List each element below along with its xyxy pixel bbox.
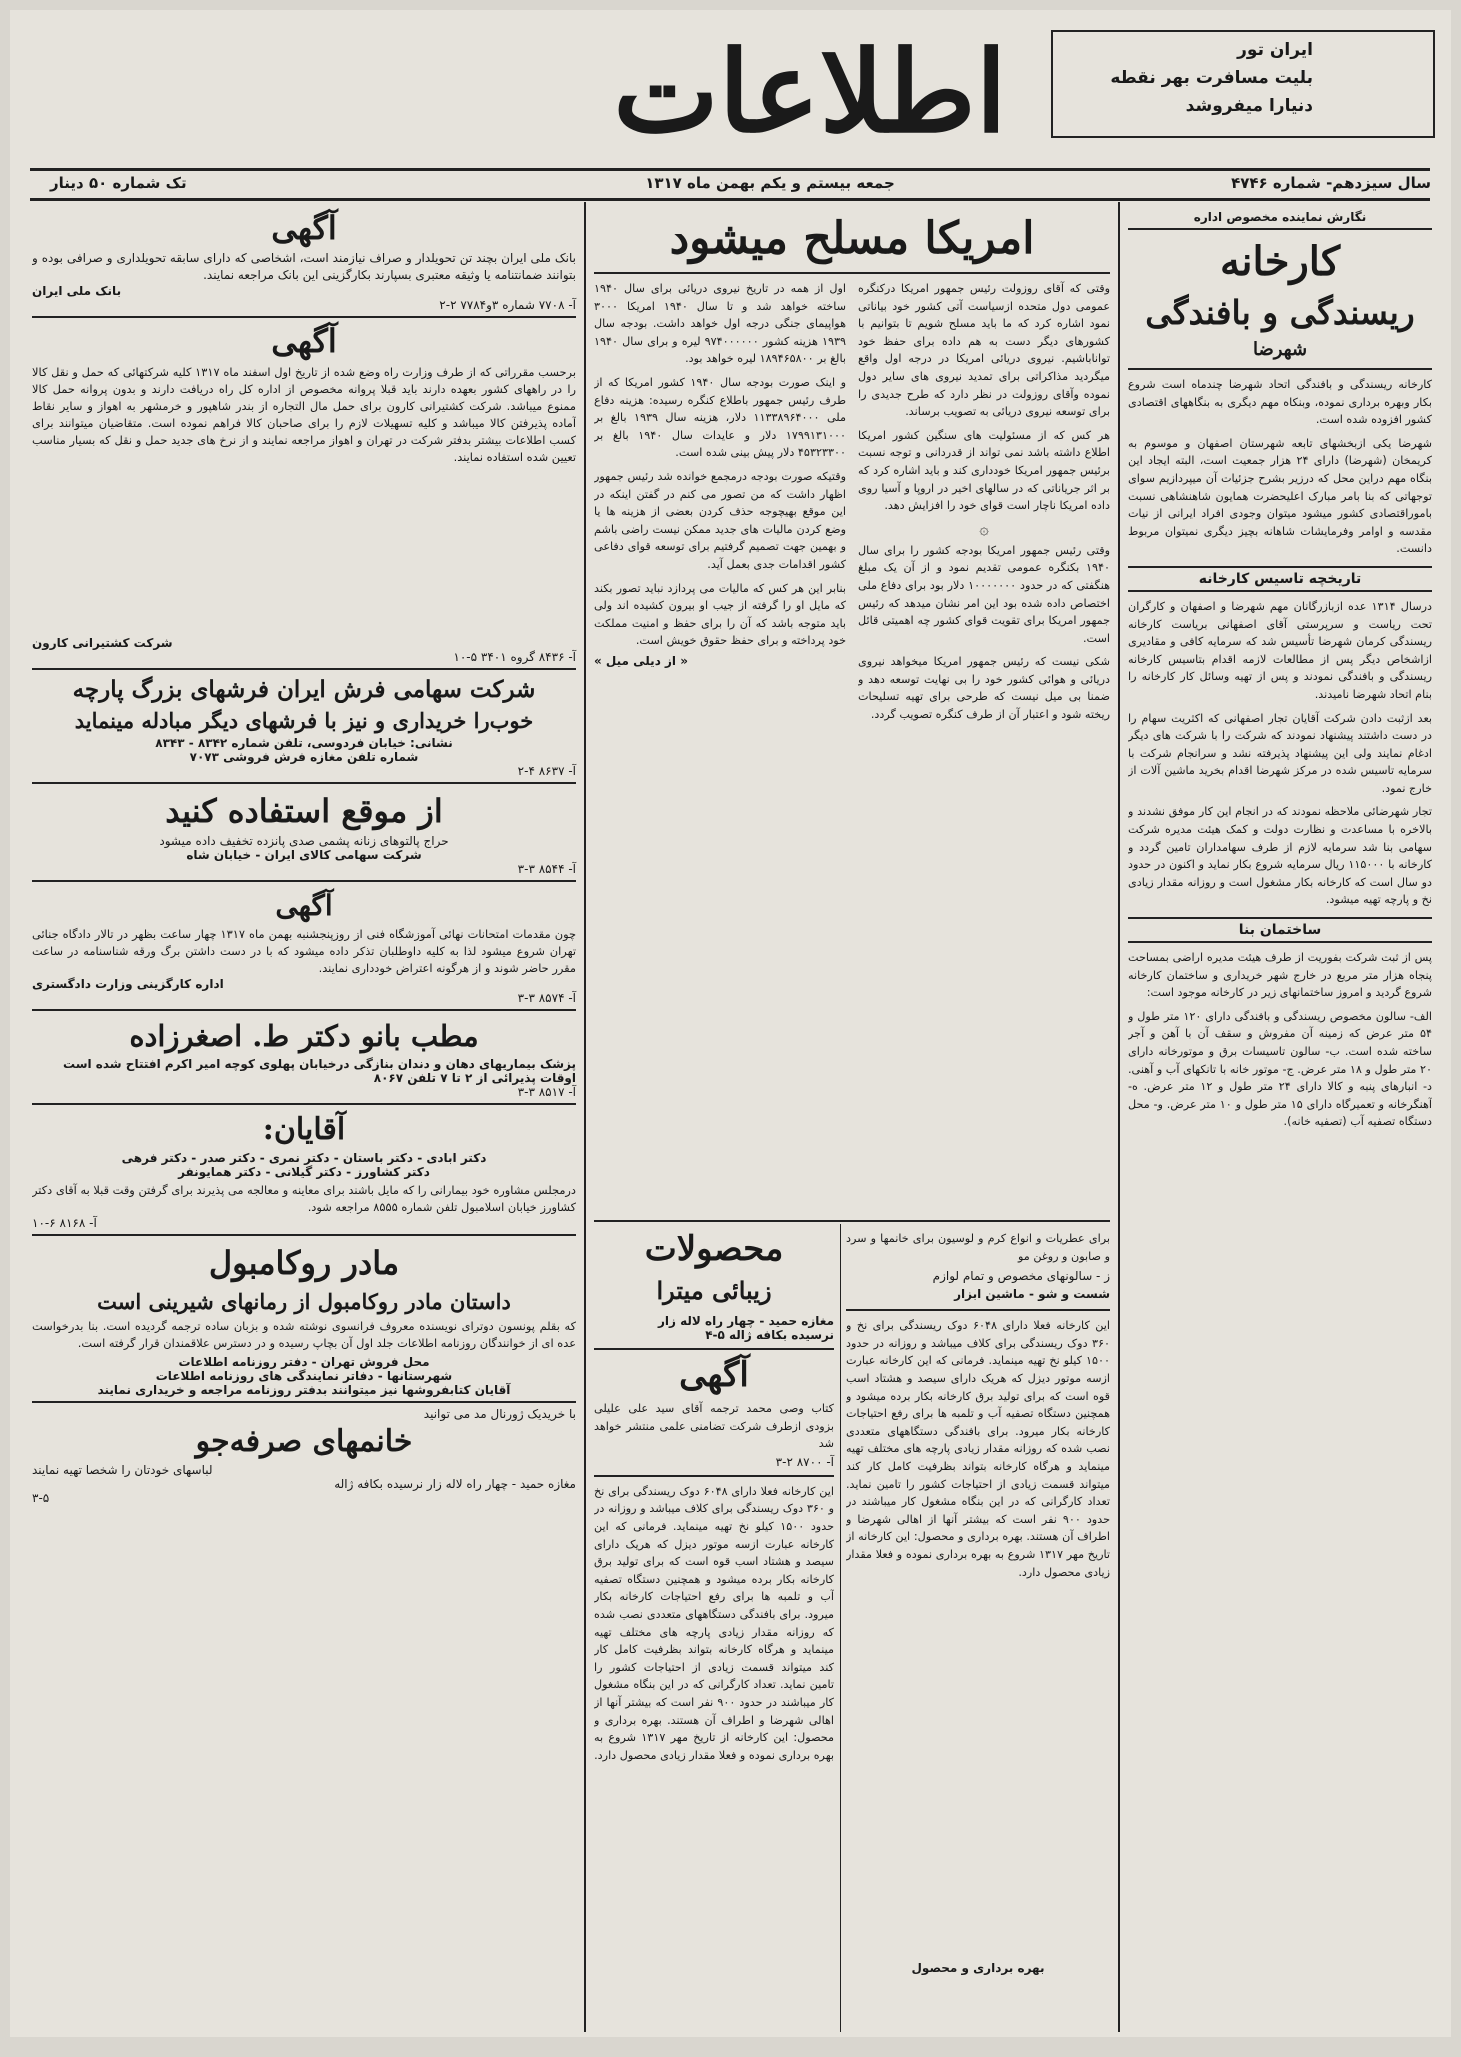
ad-thrifty-women <box>32 1403 576 1509</box>
center-paragraph-1: وقتی که آقای روزولت رئیس جمهور امریکا درکنگره عمومی دول متحده ازسیاست آتی کشور خود بیاناتی نمود اشاره کرد که ما باید مسلح شویم تا بتوانیم با کشورهای دیگر دست به هم داده برای حفظ خود تواناباشیم. نیروی دریائی امریکا در درجه اول واقع میگردید مذاکراتی برای تمدید نیروی های سایر دول نموده وآقای روزولت در نظر دارد که طرح جدیدی را برای توسعه نیروی دریائی به تصویب برساند. <box>858 282 1110 419</box>
ad-doctors <box>32 1105 576 1236</box>
ad-karun <box>32 318 576 670</box>
ad-exam <box>32 882 576 1011</box>
center-paragraph-7: شکی نیست که رئیس جمهور امریکا میخواهد نیروی دریائی و هوائی کشور خود را بی نهایت توسعه دهد و ضمنا بی میل نیست که طرحی برای تهیه تسلیحات ریخته شود و اعتبار آن از طرف کنگره تصویب گردد. <box>858 655 1110 722</box>
agahi-rule <box>594 1348 834 1350</box>
issue-number: سال سیزدهم- شماره ۴۷۴۶ <box>1231 174 1431 192</box>
center-paragraph-2: هر کس که از مسئولیت های سنگین کشور امریکا اطلاع داشته باشد نمی تواند از قدردانی و توجه نسبت برئیس جمهور امریکا خودداری کند و باید اشاره کرد که بر اثر جریاناتی که در سالهای اخیر در اروپا و آسیا روی داده امریکا ناچار است قوای خود را افزایش دهد. <box>858 428 1110 513</box>
ad-carpet-phone: شماره تلفن مغازه فرش فروشی ۷۰۷۳ <box>189 750 419 764</box>
article-paragraph-2: شهرضا یکی ازبخشهای تابعه شهرستان اصفهان و موسوم به کریمخان (شهرضا) دارای ۲۴ هزار جمعیت است، البته ایجاد این بنگاه مهم دراین محل که درزیر بشرح جزئیات آن میپردازیم سوای توجهاتی که بنا بامر مبارک اعلیحضرت همایون شاهنشاهی نسبت باموراقتصادی کشور میشود میتوان وجودی افراد ایرانی از نیات مقدسه و اوامر وفرمایشات شاهانه بچیز دیگری نمیتوان مربوط دانست. <box>1128 436 1432 556</box>
ad-doctors-text: درمجلس مشاوره خود بیمارانی را که مایل باشند برای معاینه و معالجه می پذیرند برای گرفتن وقت قبلا به آقای دکتر کشاورز خیابان اسلامبول تلفن شماره ۸۵۵۵ مراجعه شود. <box>32 1183 576 1214</box>
ad-karun-signature: شرکت کشتیرانی کارون <box>32 636 173 650</box>
center-ads-block <box>594 1224 834 2032</box>
article-headline-2: ریسندگی و بافندگی <box>1145 293 1415 332</box>
ad-karun-text: برحسب مقرراتی که از طرف وزارت راه وضع شده از تاریخ اول اسفند ماه ۱۳۱۷ کلیه شرکتهائی که حمل و نقل کالا را در راههای کشور بعهده دارند باید قبلا پروانه مخصوص از اداره کل راه دریافت دارند و بدون پروانه حمل کالا ممنوع میباشد. شرکت کشتیرانی کارون برای حمل مال التجاره از بندر شاهپور و خرمشهر به اهواز و سایر نقاط آماده پذیرفتن کالا میباشد و کلیه تسهیلات لازم را برای صاحبان کالا فراهم نموده است. متقاضیان میتوانند برای کسب اطلاعات بیشتر بدفتر شرکت در تهران و اهواز مراجعه نمایند و از نرخ های جدید حمل و نقل که بسیار مناسب تعیین شده استفاده نمایند. <box>32 365 576 464</box>
ad-rocambole-text: که بقلم پونسون دوترای نویسنده معروف فرانسوی نوشته شده و بزبان ساده ترجمه گردیده است. بنا بدرخواست عده ای از خوانندگان روزنامه اطلاعات جلد اول آن بچاپ رسیده و در دسترس علاقمندان قرار گرفته است. <box>32 1319 576 1350</box>
ad-karun-code: آ- ۸۴۳۶ گروه ۳۴۰۱ ۵-۱۰ <box>453 650 576 664</box>
ad-carpet-title: شرکت سهامی فرش ایران فرشهای بزرگ پارچه <box>72 676 536 703</box>
ad-doctors-code: آ- ۸۱۶۸ ۶-۱۰ <box>32 1216 97 1230</box>
ad-dentist-hours: اوقات پذیرائی از ۲ تا ۷ تلفن ۸۰۶۷ <box>373 1071 576 1085</box>
production-subheading: بهره برداری و محصول <box>911 1961 1045 1976</box>
products-line-2: ز - سالونهای مخصوص و تمام لوازم <box>932 1269 1110 1284</box>
ad-bank-title: آگهی <box>271 209 337 247</box>
subheading-history: تاریخچه تاسیس کارخانه <box>1128 566 1432 592</box>
center-paragraph-4: و اینک صورت بودجه سال ۱۹۴۰ کشور امریکا که از طرف رئیس جمهور باطلاع کنگره رسیده: هزینه دفاع ملی ۱۱۳۳۸۹۶۴۰۰۰ دلار، هزینه سال ۱۹۳۹ بالغ بر ۱۷۹۹۱۳۱۰۰۰ دلار و عایدات سال ۱۹۴۰ بالغ بر ۴۵۳۲۳۳۰۰ دلار پیش بینی شده است. <box>594 375 846 460</box>
center-paragraph-6: وقتی رئیس جمهور امریکا بودجه کشور را برای سال ۱۹۴۰ بکنگره عمومی تقدیم نمود و از آن یک مبلغ هنگفتی که در حدود ۱۰۰۰۰۰۰۰ دلار بود برای دفاع ملی اختصاص داده شده بود این امر نشان میدهد که رئیس جمهور امریکا برای تقویت قوای کشور چه اهمیتی قائل است. <box>858 543 1110 645</box>
article-paragraph-4: بعد ازثبت دادن شرکت آقایان تجار اصفهانی که اکثریت سهام را در دست داشتند پیشنهاد نمودند که شرکت را با شرکت های دیگر ادغام نمایند ولی این پیشنهاد پذیرفته نشد و سرانجام شرکت با سرمایه تاسیس شده در مرکز شهرضا اقدام بخرید ماشین آلات از خارج نمود. <box>1128 711 1432 795</box>
ad-bank-signature: بانک ملی ایران <box>32 284 122 298</box>
divider-right <box>1118 202 1120 2032</box>
right-column <box>1128 206 1432 2032</box>
newspaper-page <box>10 10 1451 2037</box>
ad-dentist-code: آ- ۸۵۱۷ ۳-۳ <box>517 1085 576 1099</box>
ad-rocambole <box>32 1236 576 1403</box>
center-ads-rule <box>594 1220 1110 1222</box>
masthead-title: اطلاعات <box>613 27 1007 158</box>
top-ad-line-1: ایران تور <box>1237 40 1313 60</box>
ad-thrifty-address: مغازه حمید - چهار راه لاله زار نرسیده بکافه ژاله <box>334 1477 576 1491</box>
center-ads-right <box>846 1224 1110 2032</box>
ad-bank-code: آ- ۷۷۰۸ شماره ۳و۷۷۸۴ ۲-۲ <box>439 298 576 312</box>
products-address: مغازه حمید - چهار راه لاله زار <box>657 1314 834 1328</box>
ad-doctors-names-1: دکتر ابادی - دکتر باستان - دکتر نمری - دکتر صدر - دکتر فرهی <box>121 1151 487 1165</box>
agahi-text: کتاب وصی محمد ترجمه آقای سید علی علیلی بزودی ازطرف شرکت تضامنی علمی منتشر خواهد شد <box>594 1402 834 1451</box>
top-ad-box <box>1051 30 1435 138</box>
ad-exam-code: آ- ۸۵۷۴ ۳-۳ <box>517 991 576 1005</box>
center-paragraph-5: وقتیکه صورت بودجه درمجمع خوانده شد رئیس جمهور اظهار داشت که من تصور می کنم در گفتن اینکه در این موقع بهیچوجه حذف کردن بعضی از هزینه ها یا وضع کردن مالیات های جدید ممکن نیست راضی باشم و بهمین جهت تصمیم گرفتیم برای توسعه قوای دفاعی کشور اقدامات جدی بعمل آید. <box>594 469 846 571</box>
article-headline-3: شهرضا <box>1128 336 1432 370</box>
top-ad-line-3: دنیارا میفروشد <box>1185 96 1313 116</box>
ad-exam-signature: اداره کارگزینی وزارت دادگستری <box>32 977 224 991</box>
article-headline-1: کارخانه <box>1219 238 1341 285</box>
subheading-building: ساختمان بنا <box>1128 917 1432 943</box>
ad-thrifty-code: ۳-۵ <box>32 1491 50 1505</box>
masthead-rule-bottom <box>30 198 1430 201</box>
agahi-code: آ- ۸۷۰۰ ۲-۳ <box>775 1454 834 1469</box>
ad-rocambole-place-2: شهرستانها - دفاتر نمایندگی های روزنامه اطلاعات <box>155 1369 453 1383</box>
center-separator-star: ۞ <box>979 518 989 538</box>
center-quote-source: « از دیلی میل » <box>594 653 688 668</box>
ad-rocambole-title: مادر روکامبول <box>208 1244 400 1282</box>
masthead-rule-top <box>30 168 1430 171</box>
issue-price: تک شماره ۵۰ دینار <box>50 174 187 192</box>
divider-left <box>584 202 586 2032</box>
ad-karun-title: آگهی <box>271 322 337 360</box>
ad-opportunity <box>32 784 576 882</box>
ad-doctors-names-2: دکتر کشاورز - دکتر گیلانی - دکتر همایونفر <box>178 1165 430 1179</box>
ad-exam-text: چون مقدمات امتحانات نهائی آموزشگاه فنی از روزپنجشنبه بهمن ماه ۱۳۱۷ چهار ساعت بظهر در تالار دادگاه جنائی تهران شروع میشود لذا به کلیه داوطلبان تذکر داده میشود که با در دست داشتن برگ ورقه شناسنامه در ساعت مقرر حاضر شوند و از هرگونه اعتراض خودداری نمایند. <box>32 927 576 975</box>
products-title: محصولات <box>644 1229 784 1269</box>
ad-bank-text: بانک ملی ایران بچند تن تحویلدار و صراف نیازمند است، اشخاصی که دارای سابقه تحویلداری و صرافی بوده و بتوانند ضمانتنامه یا وثیقه معتبری بسپارند بکارگزینی این بانک مراجعه نمایند. <box>32 251 576 282</box>
products-code: نرسیده بکافه ژاله ۵-۴ <box>705 1328 834 1342</box>
article-paragraph-5: تجار شهرضائی ملاحظه نمودند که در انجام این کار موفق نشدند و بالاخره با مساعدت و نظارت دولت و کمک هیئت مدیره شرکت سهامی بنا شد سرمایه لازم از طرف سهامداران تامین گردد و کارخانه با ۱۱۵۰۰۰ ریال سرمایه شروع بکار نماید و اکنون در حدود دو سال است که کارخانه بکار مشغول است و روزانه مقدار زیادی نخ و پارچه تهیه میشود. <box>1128 805 1432 907</box>
ad-bank <box>32 206 576 318</box>
agahi-rule-bottom <box>594 1475 834 1477</box>
issue-date: جمعه بیستم و یکم بهمن ماه ۱۳۱۷ <box>645 174 895 192</box>
ad-thrifty-title: خانمهای صرفه‌جو <box>195 1424 413 1459</box>
center-bottom-text-right: این کارخانه فعلا دارای ۶۰۴۸ دوک ریسندگی برای نخ و ۳۶۰ دوک ریسندگی برای کلاف میباشد و روزانه در حدود ۱۵۰۰ کیلو نخ تهیه مینماید. فرمانی که این کارخانه عبارت ازسه موتور دیزل که هریک دارای سیصد و هشتاد اسب قوه است که برای تولید برق کارخانه بکار برده میشود و همچنین دستگاه تصفیه آب و تلمبه ها برای رفع احتیاجات کارخانه بکار میرود. برای بافندگی دستگاههای متعددی نصب شده که روزانه مقدار زیادی پارچه های مختلف تهیه مینماید و هرگاه کارخانه بتواند بظرفیت کامل کار کند میتواند قسمت زیادی از احتیاجات کشور را تامین نماید. تعداد کارگرانی که در این بنگاه مشغول کار میباشند در حدود ۹۰۰ نفر است که بیشتر آنها از اهالی شهرضا و اطراف آن هستند. بهره برداری و محصول: این کارخانه از تاریخ مهر ۱۳۱۷ شروع به بهره برداری نموده و فعلا مقدار زیادی محصول دارد. <box>846 1319 1110 1579</box>
ad-doctors-title: آقایان: <box>262 1112 346 1147</box>
center-ads-divider <box>840 1224 841 2032</box>
article-paragraph-3: درسال ۱۳۱۴ عده ازبازرگانان مهم شهرضا و اصفهان و کارگران تحت ریاست و سرپرستی آقای اصفهانی بریاست کارخانه ریسندگی کرمان شهرضا تأسیس شد که سرمایه کافی و مقادیری ازاشخاص دیگر پس از مطالعات لازمه اقدام بتاسیس کارخانه ریسندگی و بافندگی نمودند و پس از تهیه وسائل کار کارخانه را بنام اتحاد شهرضا نامیدند. <box>1128 599 1432 701</box>
ad-opportunity-address: شرکت سهامی کالای ایران - خیابان شاه <box>186 848 422 862</box>
ad-dentist <box>32 1011 576 1105</box>
ad-carpet-code: آ- ۸۶۳۷ ۴-۲ <box>517 764 576 778</box>
article-paragraph-1: کارخانه ریسندگی و بافندگی اتحاد شهرضا چندماه است شروع بکار وبهره برداری نموده، وبنکاه مهم دیگری به بنگاههای اقتصادی کشور افزوده شده است. <box>1128 378 1432 427</box>
ad-opportunity-title: از موقع استفاده کنید <box>165 792 443 830</box>
article-paragraph-6: پس از ثبت شرکت بفوریت از طرف هیئت مدیره اراضی بمساحت پنجاه هزار متر مربع در خارج شهر خریداری و ساختمان کارخانه شروع گردید و امروز ساختمانهای زیر در کارخانه موجود است: <box>1128 951 1432 1000</box>
left-column <box>32 206 576 2032</box>
products-extra: شست و شو - ماشین ابزار <box>954 1287 1110 1302</box>
ad-rocambole-place-3: آقایان کتابفروشها نیز میتوانند بدفتر روزنامه مراجعه و خریداری نمایند <box>97 1383 511 1397</box>
ad-rocambole-subtitle: داستان مادر روکامبول از رمانهای شیرینی است <box>97 1289 511 1314</box>
center-paragraph-3: اول از همه در تاریخ نیروی دریائی برای سال ۱۹۴۰ ساخته خواهد شد و تا سال ۱۹۴۰ امریکا ۳۰۰۰ هواپیمای جنگی درجه اول خواهد داشت. بودجه سال ۱۹۳۹ هزینه کشور ۹۷۴۰۰۰۰۰۰ لیره و برای سال ۱۹۴۰ بالغ بر ۱۸۹۴۶۵۸۰۰ لیره خواهد بود. <box>594 282 846 366</box>
byline: نگارش نماینده مخصوص اداره <box>1128 206 1432 230</box>
top-ad-line-2: بلیت مسافرت بهر نقطه <box>1110 68 1313 88</box>
ad-carpet <box>32 670 576 784</box>
ad-dentist-title: مطب بانو دکتر ط. اصغرزاده <box>129 1019 479 1053</box>
ad-dentist-text: پزشک بیماریهای دهان و دندان بنازگی درخیابان پهلوی کوچه امیر اکرم افتتاح شده است <box>63 1057 576 1071</box>
center-headline: امریکا مسلح میشود <box>594 206 1110 274</box>
ad-opportunity-code: آ- ۸۵۴۴ ۳-۳ <box>517 862 576 876</box>
center-right-rule <box>846 1309 1110 1311</box>
center-paragraph-8: بنابر این هر کس که مالیات می پردازد نباید تصور بکند که مایل او را گرفته از جیب او بیرون کشیده اند ولی باید متوجه باشد که آن را برای حفظ و امنیت مملکت خود پرداخته و برای حفظ حقوق خویش است. <box>594 581 846 648</box>
ad-rocambole-place-1: محل فروش تهران - دفتر روزنامه اطلاعات <box>178 1355 430 1369</box>
ad-opportunity-text: حراج پالتوهای زنانه پشمی صدی پانزده تخفیف داده میشود <box>159 834 449 848</box>
ad-carpet-address: نشانی: خیابان فردوسی، تلفن شماره ۸۳۴۲ - ۸۳۴۳ <box>155 736 453 750</box>
products-subtitle: زیبائی میترا <box>656 1276 772 1305</box>
article-building-list: الف- سالون مخصوص ریسندگی و بافندگی دارای ۱۲۰ متر طول و ۵۴ متر عرض که زمینه آن مفروش و سقف آن با آهن و آجر ساخته شده است. ب- سالون تاسیسات برق و موتورخانه دارای ۲۰ متر طول و ۱۸ متر عرض. ج- موتور خانه با تانکهای آب و آهنی. د- انبارهای پنبه و کالا دارای ۲۴ متر طول و ۱۲ متر عرض. ه- آهنگرخانه و تعمیرگاه دارای ۱۵ متر طول و ۱۰ متر عرض. و- محل دستگاه تصفیه آب (تصفیه خانه). <box>1128 1009 1432 1129</box>
ad-carpet-title-2: خوب‌را خریداری و نیز با فرشهای دیگر مبادله مینماید <box>74 708 534 733</box>
ad-exam-title: آگهی <box>275 889 333 922</box>
center-bottom-text-left: این کارخانه فعلا دارای ۶۰۴۸ دوک ریسندگی برای نخ و ۳۶۰ دوک ریسندگی برای کلاف میباشد و روزانه در حدود ۱۵۰۰ کیلو نخ تهیه مینماید. فرمانی که این کارخانه عبارت ازسه موتور دیزل که هریک دارای سیصد و هشتاد اسب قوه است که برای تولید برق کارخانه بکار برده میشود و همچنین دستگاه تصفیه آب و تلمبه ها برای رفع احتیاجات کارخانه بکار میرود. برای بافندگی دستگاههای متعددی نصب شده که روزانه مقدار زیادی پارچه های مختلف تهیه مینماید و هرگاه کارخانه بتواند بظرفیت کامل کار کند میتواند قسمت زیادی از احتیاجات کشور را تامین نماید. تعداد کارگرانی که در این بنگاه مشغول کار میباشند در حدود ۹۰۰ نفر است که بیشتر آنها از اهالی شهرضا و اطراف آن هستند. بهره برداری و محصول: این کارخانه از تاریخ مهر ۱۳۱۷ شروع به بهره برداری نموده و فعلا مقدار زیادی محصول دارد. <box>594 1484 834 1762</box>
products-description: برای عطریات و انواع کرم و لوسیون برای خانمها و سرد و صابون و روغن مو <box>846 1232 1110 1263</box>
ad-thrifty-text: لباسهای خودتان را شخصا تهیه نمایند <box>32 1463 213 1477</box>
ad-thrifty-note: با خریدیک ژورنال مد می توانید <box>423 1407 576 1421</box>
agahi-title: آگهی <box>679 1355 749 1395</box>
